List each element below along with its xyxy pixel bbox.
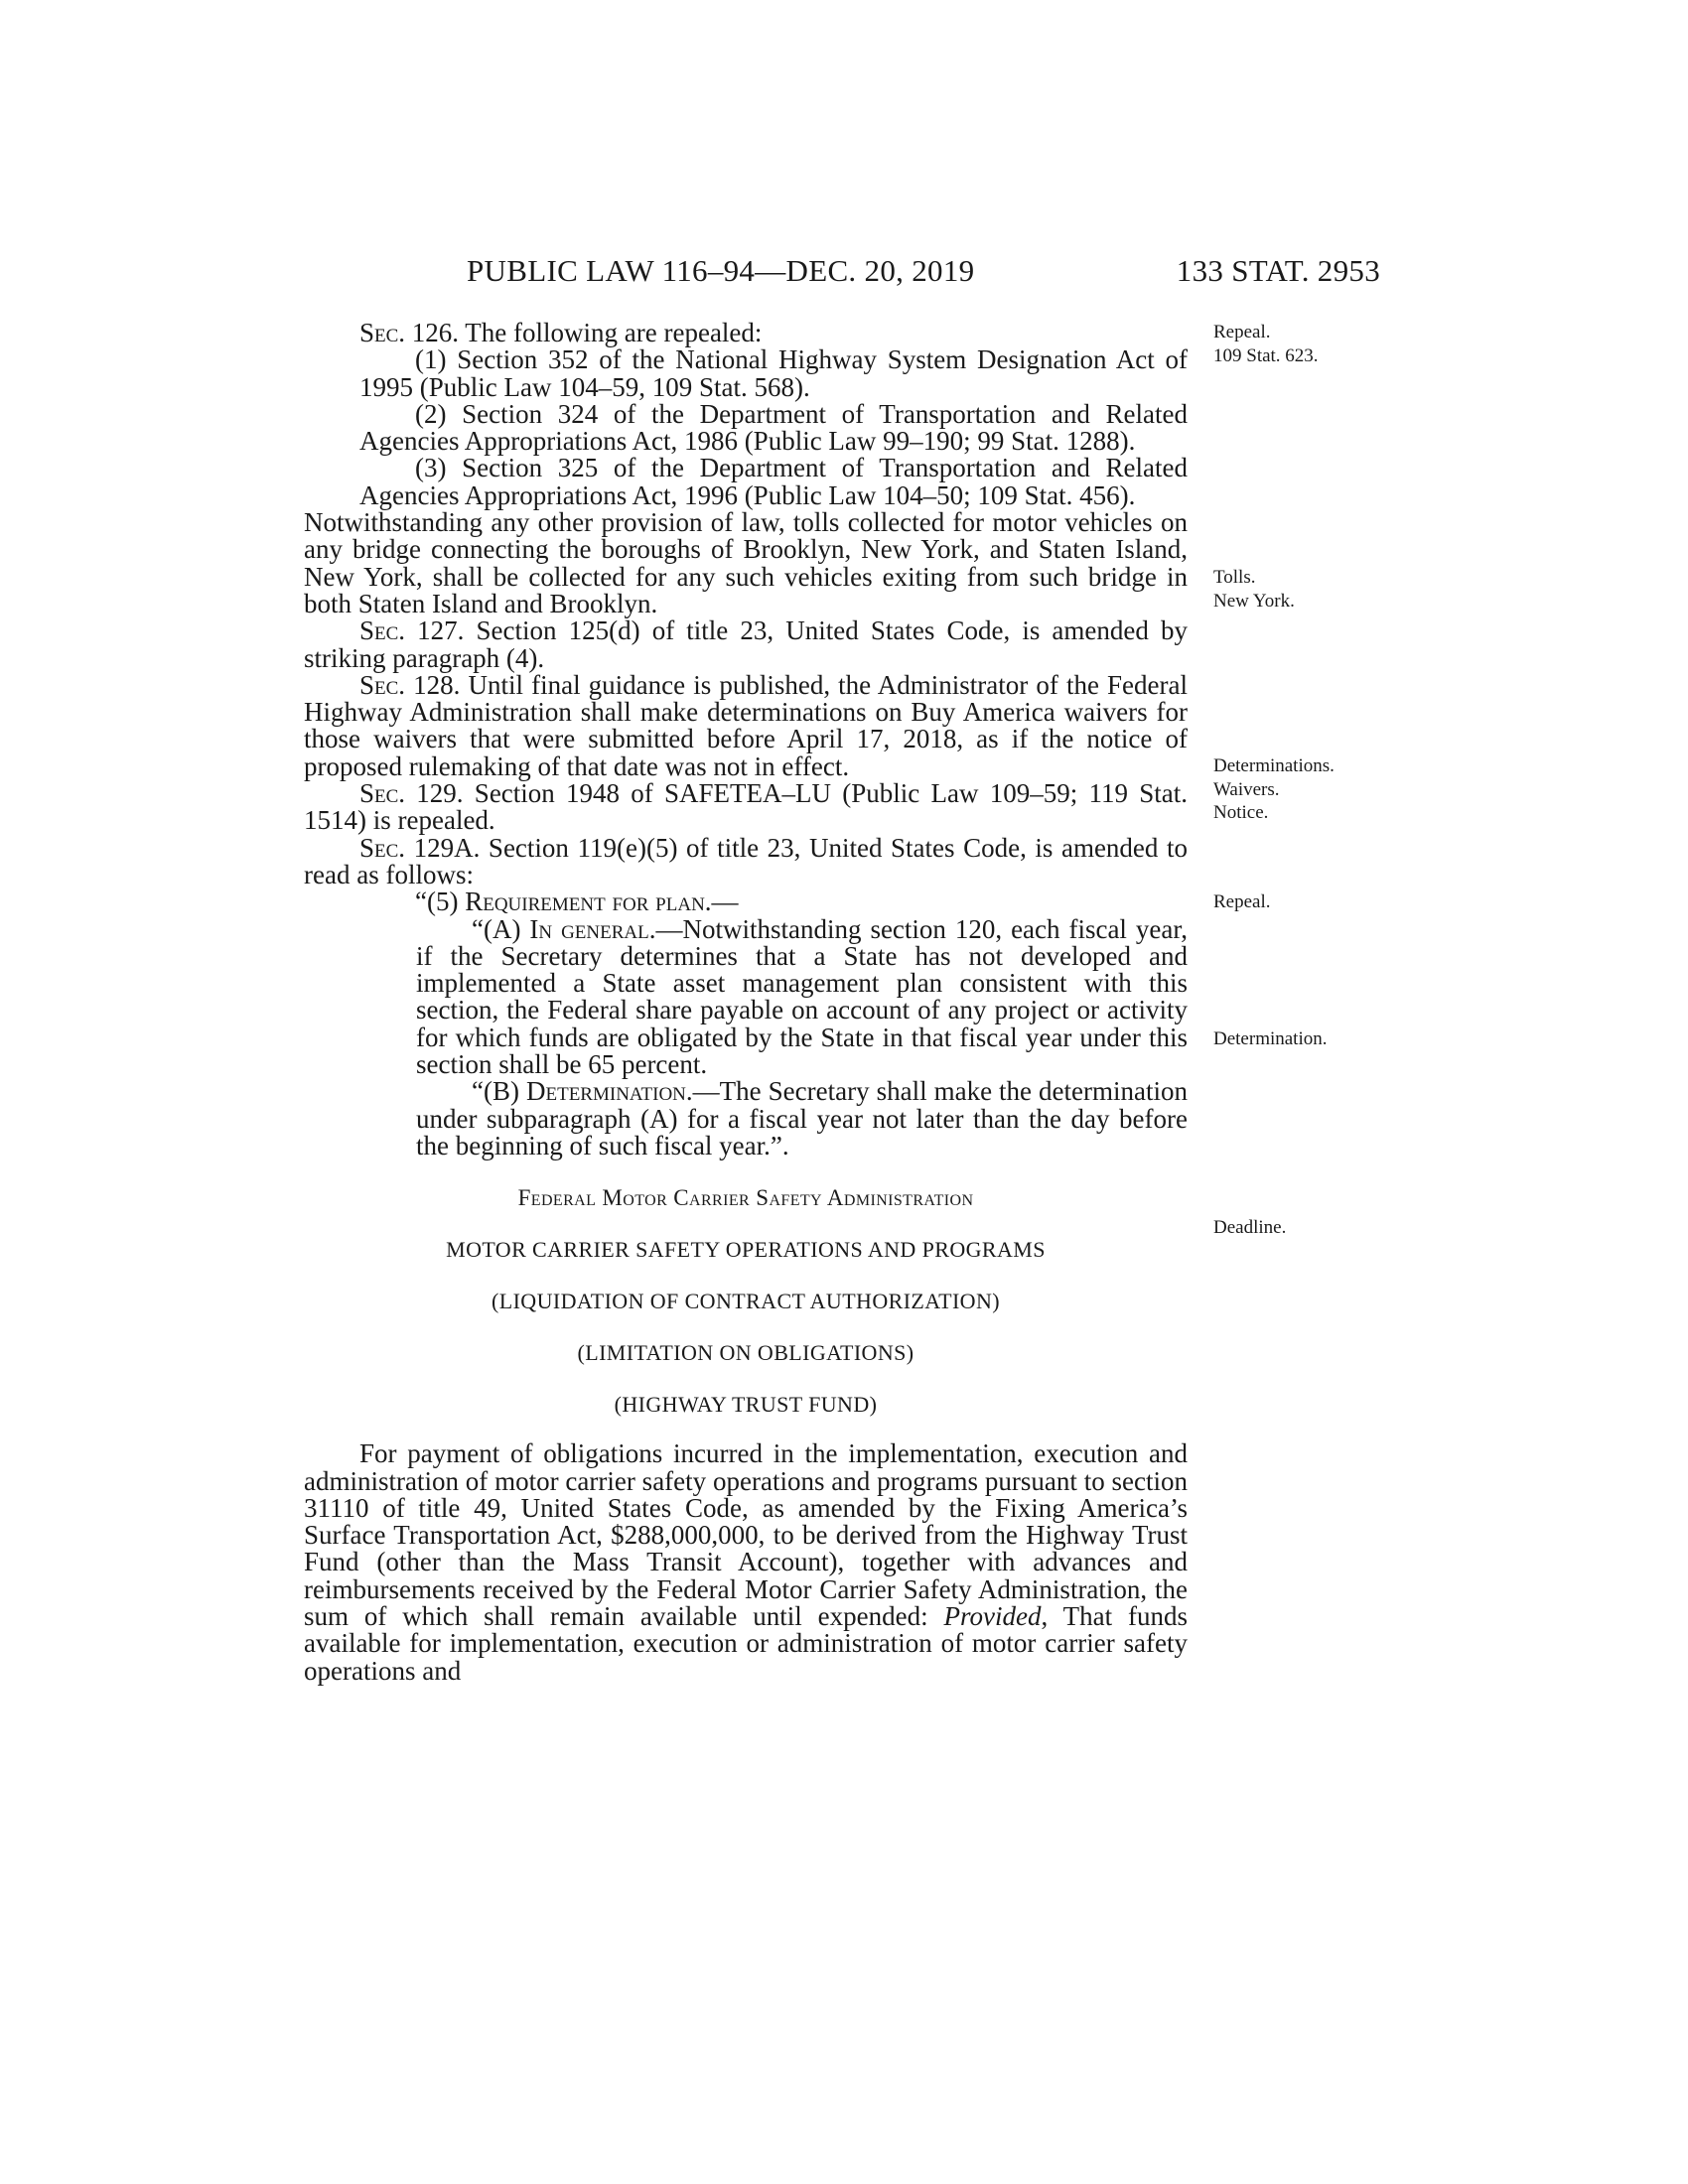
heading-fund: (HIGHWAY TRUST FUND) — [614, 1392, 878, 1418]
section-label: Sec. — [359, 778, 406, 809]
section-126 — [304, 320, 1188, 346]
subparagraph-a — [304, 913, 1189, 1080]
margin-note-line: New York. — [1213, 590, 1295, 612]
section-129a — [304, 832, 1188, 889]
heading-limitation: (LIMITATION ON OBLIGATIONS) — [577, 1340, 914, 1366]
margin-note-line: 109 Stat. 623. — [1213, 344, 1319, 366]
page-folio: 133 STAT. 2953 — [1176, 253, 1380, 288]
proviso-word: Provided — [943, 1600, 1042, 1631]
section-text: 127. Section 125(d) of title 23, United States Code, is amended by striking paragraph (4). — [304, 615, 1188, 673]
subparagraph-text: .—Notwithstanding section 120, each fiscal year, if the Secretary determines that a State has not developed and implemented a State asset management plan consistent with this section, the Federal share payable on account of any project or activity for which funds are obligated by the State in that fiscal year under this section shall be 65 percent. — [416, 913, 1189, 1080]
heading-liquidation: (LIQUIDATION OF CONTRACT AUTHORIZATION) — [492, 1289, 1000, 1314]
margin-note-line: Waivers. — [1213, 778, 1280, 800]
section-126-item-2: (2) Section 324 of the Department of Transportation and Related Agencies Appropriations Act, 1986 (Public Law 99–190; 99 Stat. 1288). — [359, 398, 1188, 457]
section-label: Sec. — [359, 669, 406, 700]
section-text: 128. Until final guidance is published, the Administrator of the Federal Highway Administration shall make determinations on Buy America waivers for those waivers that were submitted before April 17, 2018, as if the notice of proposed rulemaking of that date was not in effect. — [304, 669, 1188, 781]
section-label: Sec. — [359, 832, 406, 863]
margin-note-repeal-2 — [1213, 890, 1412, 914]
section-text: 129A. Section 119(e)(5) of title 23, United States Code, is amended to read as follows: — [304, 832, 1188, 889]
subparagraph-heading: In general — [529, 913, 649, 944]
margin-note-determination — [1213, 1027, 1412, 1051]
subparagraph-prefix: “(A) — [472, 913, 530, 944]
margin-note-line: Notice. — [1213, 802, 1269, 823]
margin-note-repeal — [1213, 321, 1412, 367]
subparagraph-heading: Determination — [525, 1076, 686, 1107]
section-label: Sec. — [359, 615, 406, 646]
margin-note-line: Repeal. — [1213, 891, 1271, 912]
subparagraph-prefix: “(B) — [472, 1076, 526, 1107]
margin-note-line: Determination. — [1213, 1028, 1328, 1049]
margin-note-line: Deadline. — [1213, 1217, 1287, 1238]
section-text: 126. The following are repealed: — [405, 318, 763, 347]
page-header — [298, 253, 1380, 293]
subparagraph-b — [304, 1078, 1188, 1160]
section-126-item-3: (3) Section 325 of the Department of Transportation and Related Agencies Appropriations Act, 1996 (Public Law 104–50; 109 Stat. 456). — [359, 453, 1188, 510]
section-label: Sec. — [359, 318, 406, 347]
section-129 — [304, 780, 1188, 835]
appropriation-paragraph — [304, 1440, 1188, 1685]
paragraph-5 — [304, 888, 1188, 915]
margin-note-tolls — [1213, 566, 1412, 613]
margin-note-line: Tolls. — [1213, 567, 1256, 588]
paragraph-dash: .— — [704, 887, 739, 917]
page-body — [304, 320, 1188, 1685]
subparagraph-text: .—The Secretary shall make the determination under subparagraph (A) for a fiscal year not later than the day before the beginning of such fiscal year.”. — [416, 1076, 1188, 1160]
heading-agency: Federal Motor Carrier Safety Administration — [517, 1185, 974, 1211]
margin-note-deadline — [1213, 1216, 1412, 1240]
paragraph-prefix: “(5) — [415, 887, 466, 917]
section-128 — [304, 669, 1188, 781]
paragraph-heading: Requirement for plan — [465, 887, 705, 917]
appropriation-text: For payment of obligations incurred in the implementation, execution and administration of motor carrier safety operations and programs pursuant to section 31110 of title 49, United States Code, as amended by the Fixing America’s Surface Transportation Act, $288,000,000, to be derived from the Highway Trust Fund (other than the Mass Transit Account), together with advances and reimbursements received by the Federal Motor Carrier Safety Administration, the sum of which shall remain available until expended: — [304, 1438, 1188, 1631]
margin-note-determinations — [1213, 754, 1412, 825]
tolls-paragraph: Notwithstanding any other provision of law, tolls collected for motor vehicles on any bridge connecting the boroughs of Brooklyn, New York, and Staten Island, New York, shall be collected for any such vehicles exiting from such bridge in both Staten Island and Brooklyn. — [304, 507, 1188, 618]
section-text: 129. Section 1948 of SAFETEA–LU (Public Law 109–59; 119 Stat. 1514) is repealed. — [304, 778, 1188, 836]
running-head: PUBLIC LAW 116–94—DEC. 20, 2019 — [467, 253, 975, 288]
heading-account: MOTOR CARRIER SAFETY OPERATIONS AND PROGRAMS — [446, 1237, 1046, 1263]
appropriation-text-continued: , That funds available for implementation, execution or administration of motor carrier safety operations and — [304, 1600, 1188, 1686]
section-127 — [304, 617, 1188, 672]
margin-note-line: Repeal. — [1213, 322, 1271, 342]
margin-note-line: Determinations. — [1213, 755, 1335, 776]
section-126-item-1: (1) Section 352 of the National Highway System Designation Act of 1995 (Public Law 104–59, 109 Stat. 568). — [359, 344, 1188, 402]
